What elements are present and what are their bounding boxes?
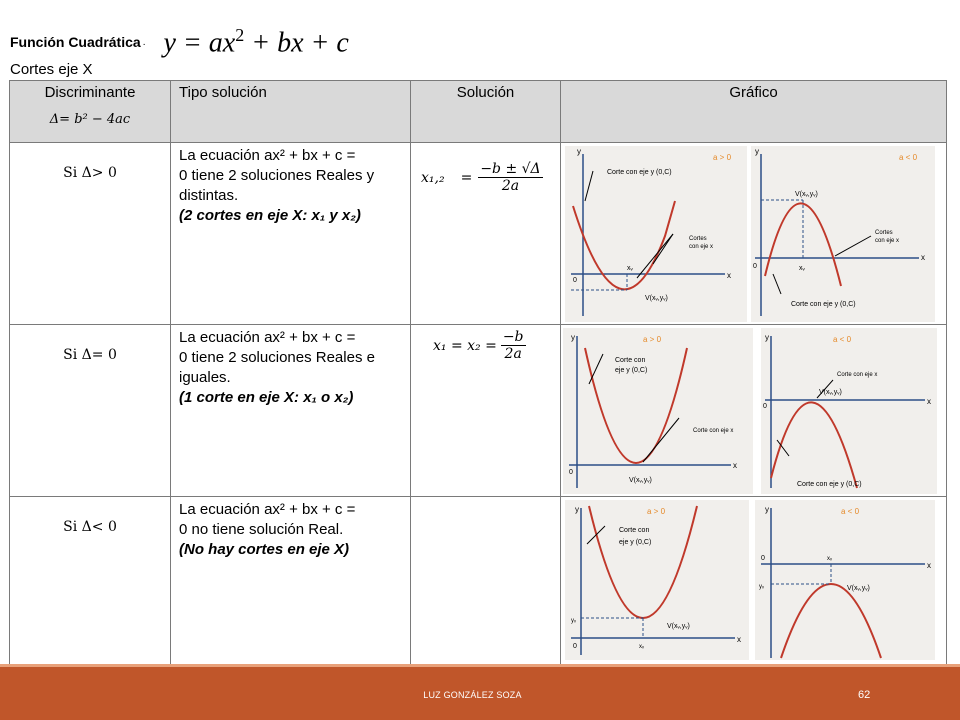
a-neg-label: a < 0 [841,507,860,516]
cortes-x-label-2: con eje x [875,238,900,244]
row1-condition: Si Δ> 0 [63,165,117,181]
origin-label: 0 [763,403,767,410]
graph-bg [761,328,937,494]
row2-condition-cell [10,325,171,497]
quadratic-formula [163,25,348,59]
graph-no-roots-a-neg [755,500,935,660]
row1-solution-cell [411,143,561,325]
cortes-x-label-2: con eje x [689,244,714,250]
corte-y-label-1: Corte con [619,527,650,534]
header-tipo [171,81,411,143]
x-axis-label: x [927,397,931,406]
graph-bg [755,500,935,660]
y-axis-label: y [755,147,759,156]
a-pos-label: a > 0 [643,335,662,344]
header-discriminante-formula: Δ= b² − 4ac [49,112,131,127]
header-solucion [411,81,561,143]
x-axis-label: x [727,271,731,280]
row3-condition-cell [10,497,171,666]
row1-denominator: 2a [501,178,520,194]
row3-desc-cell [171,497,411,666]
row1-equation: La ecuación ax² + bx + c = [179,147,356,164]
row1-desc [171,143,410,229]
y-axis-label: y [577,147,581,156]
row2-numerator: −b [502,329,524,345]
y-axis-label: y [765,333,769,342]
row3-note: (No hay cortes en eje X) [179,541,350,558]
graph-no-roots-a-pos [565,500,749,660]
graph-bg [563,328,753,494]
xv-label: xᵥ [627,265,633,272]
graph-two-roots-a-pos [565,146,747,322]
formula-part-1: y = ax [163,27,236,59]
table-header-row [10,81,947,143]
x-axis-label: x [921,253,925,262]
header-tipo-label: Tipo solución [179,84,267,101]
vertex-label: V(xᵥ,yᵥ) [819,389,842,396]
row3-condition: Si Δ< 0 [63,519,117,535]
cortes-x-label-1: Cortes [689,236,707,242]
row1-graph-cell [561,143,947,325]
row1-note: (2 cortes en eje X: x₁ y x₂) [179,207,361,224]
a-pos-label: a > 0 [647,507,666,516]
footer-strip [0,664,960,667]
footer-author: LUZ GONZÁLEZ SOZA [423,690,522,700]
table-row [10,497,947,666]
origin-label: 0 [573,643,577,650]
row2-solution-lhs: x₁ = x₂ = [433,337,497,354]
a-pos-label: a > 0 [713,153,732,162]
header-grafico [561,81,947,143]
x-axis-label: x [737,635,741,644]
row2-condition: Si Δ= 0 [63,347,117,363]
row2-graph-cell [561,325,947,497]
row2-denominator: 2a [504,346,522,362]
cortes-x-label-1: Cortes [875,230,893,236]
row2-solution [411,325,560,362]
row2-solution-cell [411,325,561,497]
page-subtitle: Cortes eje X [10,61,93,78]
vertex-label: V(xᵥ,yᵥ) [629,477,652,484]
page-number: 62 [858,689,871,701]
origin-label: 0 [573,277,577,284]
xv-label: xᵥ [827,556,832,562]
corte-y-label: Corte con eje y (0,C) [791,301,856,308]
corte-y-label: Corte con eje y (0,C) [797,481,862,488]
row2-equation: La ecuación ax² + bx + c = [179,329,356,346]
y-axis-label: y [765,505,769,514]
graph-one-root-a-pos [563,328,753,494]
y-axis-label: y [575,505,579,514]
header-discriminante-label: Discriminante [44,84,136,101]
origin-label: 0 [761,555,765,562]
row3-desc [171,497,410,563]
row1-text: 0 tiene 2 soluciones Reales y distintas. [179,167,375,204]
table-row [10,143,947,325]
row2-desc-cell [171,325,411,497]
graph-two-roots-a-neg [751,146,935,322]
row3-solution-cell [411,497,561,666]
row3-graph-cell [561,497,947,666]
header-grafico-label: Gráfico [729,84,778,101]
corte-x-label: Corte con eje x [837,372,878,378]
corte-y-label: Corte con eje y (0,C) [607,169,672,176]
row1-desc-cell [171,143,411,325]
row2-text: 0 tiene 2 soluciones Reales e iguales. [179,349,375,386]
header-discriminante [10,81,171,143]
title-separator: . [142,36,146,48]
row3-equation: La ecuación ax² + bx + c = [179,501,356,518]
vertex-label: V(xᵥ,yᵥ) [847,585,870,592]
discriminant-table [9,80,947,666]
vertex-label: V(xᵥ,yᵥ) [645,295,668,302]
origin-label: 0 [569,469,573,476]
corte-y-label-2: eje y (0,C) [615,367,648,374]
origin-label: 0 [753,263,757,270]
row2-fraction [501,329,526,362]
row1-numerator: −b ± √Δ [480,161,541,177]
vertex-label: V(xᵥ,yᵥ) [795,191,818,198]
graph-one-root-a-neg [761,328,937,494]
formula-part-2: + bx + c [244,27,349,59]
row1-fraction [478,161,542,194]
corte-y-label-2: eje y (0,C) [619,539,652,546]
xv-label: xᵥ [639,644,644,650]
y-axis-label: y [571,333,575,342]
formula-exponent: 2 [235,24,245,45]
a-neg-label: a < 0 [899,153,918,162]
row3-text: 0 no tiene solución Real. [179,521,344,538]
yv-label: yᵥ [759,584,764,590]
a-neg-label: a < 0 [833,335,852,344]
title-row [10,22,349,62]
x-axis-label: x [927,561,931,570]
header-solucion-label: Solución [456,84,515,101]
x-axis-label: x [733,461,737,470]
vertex-label: V(xᵥ,yᵥ) [667,623,690,630]
row2-desc [171,325,410,411]
yv-label: yᵥ [571,618,576,624]
corte-y-label-1: Corte con [615,357,646,364]
corte-x-label: Corte con eje x [693,428,734,434]
table-row [10,325,947,497]
row1-solution [411,143,560,194]
page-title: Función Cuadrática [10,34,141,50]
row1-condition-cell [10,143,171,325]
row1-solution-lhs: x₁,₂ [421,169,445,186]
row2-note: (1 corte en eje X: x₁ o x₂) [179,389,354,406]
row1-equals: = [460,169,473,186]
xv-label: xᵥ [799,265,805,272]
graph-bg [751,146,935,322]
